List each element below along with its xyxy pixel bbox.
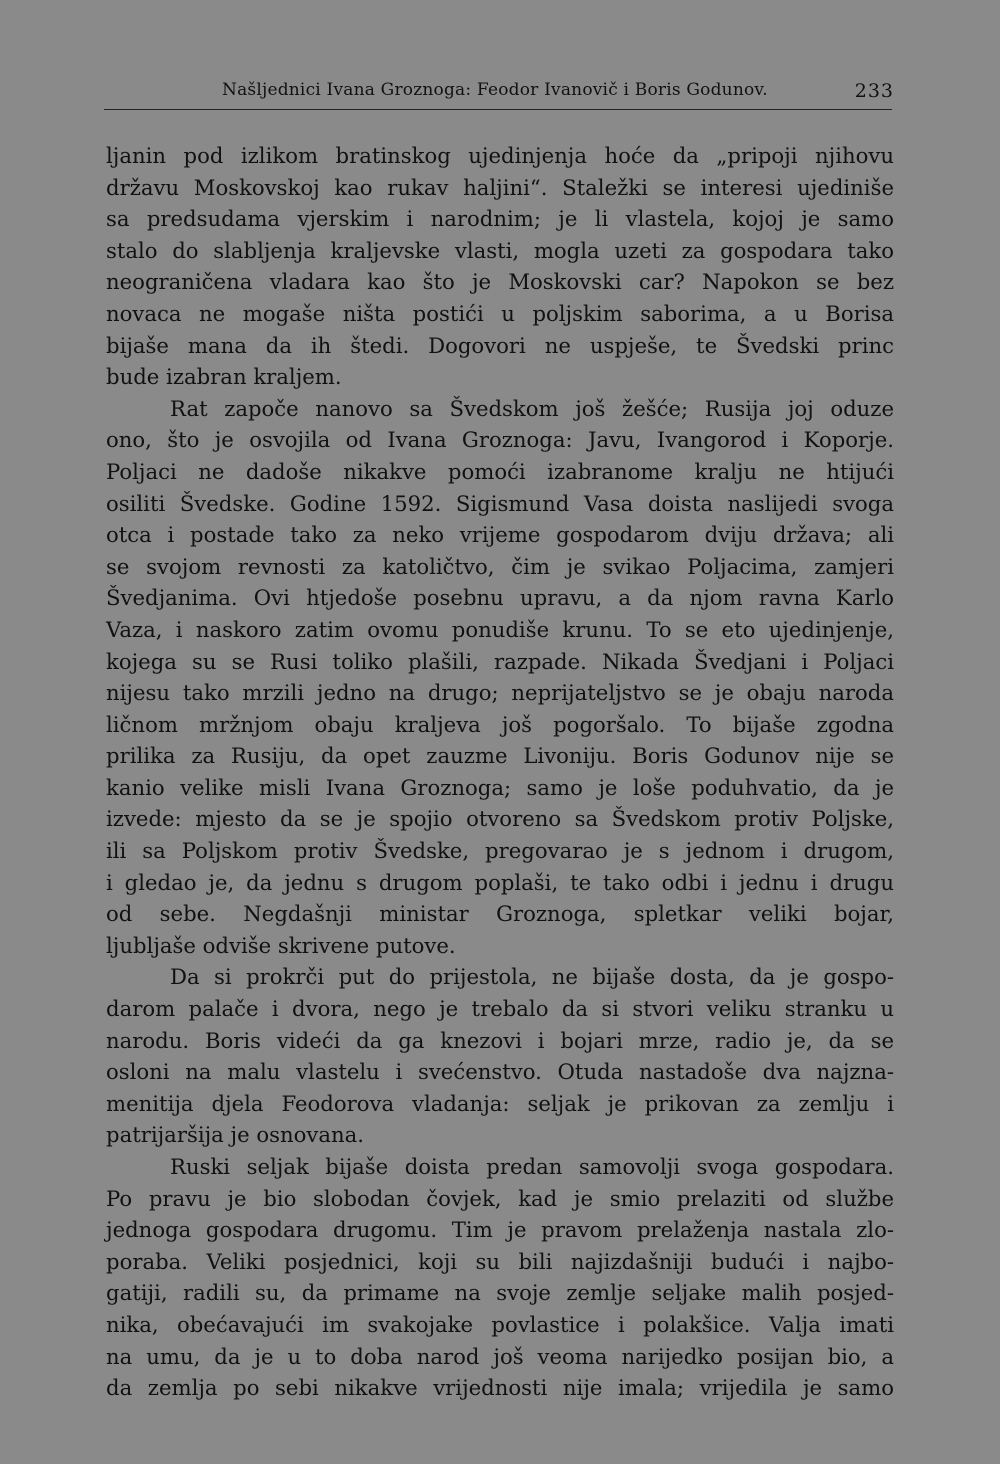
- page-number: 233: [854, 80, 894, 102]
- text-line: jednoga gospodara drugomu. Tim je pravom prelaženja nastala zlo-: [106, 1217, 894, 1243]
- text-line: menitija djela Feodorova vladanja: seljak je prikovan za zemlju i: [106, 1090, 894, 1116]
- text-line: sa predsudama vjerskim i narodnim; je li vlastela, kojoj je samo: [106, 206, 894, 232]
- text-line: izvede: mjesto da se je spojio otvoreno sa Švedskom protiv Poljske,: [106, 806, 894, 832]
- text-line: neograničena vladara kao što je Moskovski car? Napokon se bez: [106, 269, 894, 295]
- text-line: Rat započe nanovo sa Švedskom još žešće; Rusija joj oduze: [170, 395, 894, 421]
- text-line: nika, obećavajući im svakojake povlastice i polakšice. Valja imati: [106, 1311, 894, 1337]
- text-line: ljubljaše odviše skrivene putove.: [106, 932, 456, 958]
- text-line: da zemlja po sebi nikakve vrijednosti nije imala; vrijedila je samo: [106, 1375, 894, 1401]
- body-text: [106, 140, 894, 1404]
- text-line: na umu, da je u to doba narod još veoma narijedko posijan bio, a: [106, 1343, 894, 1369]
- text-line: Vaza, i naskoro zatim ovomu ponudiše krunu. To se eto ujedinjenje,: [106, 616, 894, 642]
- text-line: otca i postade tako za neko vrijeme gospodarom dviju država; ali: [106, 522, 894, 548]
- text-line: gatiji, radili su, da primame na svoje zemlje seljake malih posjed-: [106, 1280, 894, 1306]
- text-line: Da si prokrči put do prijestola, ne bijaše dosta, da je gospo-: [170, 964, 894, 990]
- text-line: bijaše mana da ih štedi. Dogovori ne uspješe, te Švedski princ: [106, 332, 894, 358]
- text-line: se svojom revnosti za katoličtvo, čim je svikao Poljacima, zamjeri: [106, 553, 894, 579]
- text-line: osiliti Švedske. Godine 1592. Sigismund Vasa doista naslijedi svoga: [106, 490, 894, 516]
- text-line: kanio velike misli Ivana Groznoga; samo je loše poduhvatio, da je: [106, 774, 894, 800]
- text-line: narodu. Boris videći da ga knezovi i bojari mrze, radio je, da se: [106, 1027, 894, 1053]
- text-line: ono, što je osvojila od Ivana Groznoga: Javu, Ivangorod i Koporje.: [106, 427, 894, 453]
- header-rule: [104, 109, 892, 110]
- text-line: stalo do slabljenja kraljevske vlasti, mogla uzeti za gospodara tako: [106, 237, 894, 263]
- text-line: poraba. Veliki posjednici, koji su bili najizdašniji budući i najbo-: [106, 1248, 894, 1274]
- text-line: Po pravu je bio slobodan čovjek, kad je smio prelaziti od službe: [106, 1185, 894, 1211]
- text-line: bude izabran kraljem.: [106, 364, 342, 390]
- running-head: [104, 76, 894, 106]
- text-line: kojega su se Rusi toliko plašili, razpade. Nikada Švedjani i Poljaci: [106, 648, 894, 674]
- text-line: nijesu tako mrzili jedno na drugo; neprijateljstvo se je obaju naroda: [106, 680, 894, 706]
- text-line: ličnom mržnjom obaju kraljeva još pogoršalo. To bijaše zgodna: [106, 711, 894, 737]
- text-line: darom palače i dvora, nego je trebalo da si stvori veliku stranku u: [106, 996, 894, 1022]
- text-line: državu Moskovskoj kao rukav haljini“. Staležki se interesi ujediniše: [106, 174, 894, 200]
- text-line: Poljaci ne dadoše nikakve pomoći izabranome kralju ne htijući: [106, 458, 894, 484]
- text-line: Ruski seljak bijaše doista predan samovolji svoga gospodara.: [170, 1154, 894, 1179]
- text-line: i gledao je, da jednu s drugom poplaši, te tako odbi i jednu i drugu: [106, 869, 894, 895]
- running-title: Našljednici Ivana Groznoga: Feodor Ivanovič i Boris Godunov.: [222, 80, 768, 100]
- text-line: patrijaršija je osnovana.: [106, 1122, 365, 1148]
- text-line: ili sa Poljskom protiv Švedske, pregovarao je s jednom i drugom,: [106, 838, 894, 864]
- text-line: ljanin pod izlikom bratinskog ujedinjenja hoće da „pripoji njihovu: [106, 143, 894, 168]
- text-line: osloni na malu vlastelu i svećenstvo. Otuda nastadoše dva najzna-: [106, 1059, 894, 1085]
- text-line: novaca ne mogaše ništa postići u poljskim saborima, a u Borisa: [106, 300, 894, 326]
- text-line: prilika za Rusiju, da opet zauzme Livoniju. Boris Godunov nije se: [106, 743, 894, 769]
- text-line: od sebe. Negdašnji ministar Groznoga, spletkar veliki bojar,: [106, 901, 894, 927]
- text-line: Švedjanima. Ovi htjedoše posebnu upravu, a da njom ravna Karlo: [106, 585, 894, 611]
